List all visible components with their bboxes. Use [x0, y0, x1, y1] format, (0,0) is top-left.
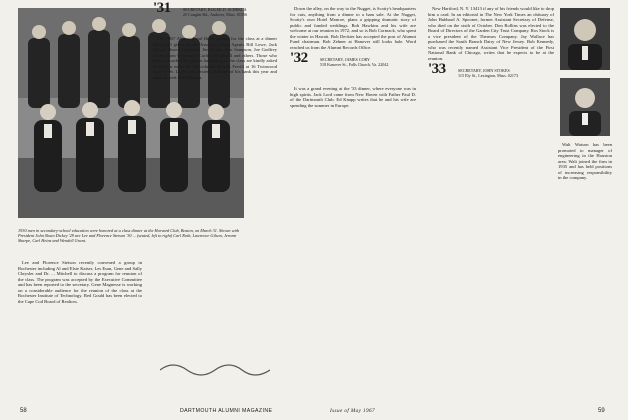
column-1	[18, 260, 142, 304]
secretary-address: 25 Conglin Rd., Andover, Mass. 01556	[183, 12, 248, 17]
column-2	[153, 0, 277, 80]
class-1932-header	[290, 50, 416, 86]
class-year-32: '32	[290, 50, 308, 67]
column-3b-text: It was a grand evening at the '33 dinner, where everyone was in high spirits. Jack Lord came from New Haven with Father Paul D. of the Dartmouth Club. Ed Knapp writes that he and his wife are spending the summer in Europe.	[290, 86, 416, 109]
class-year-33: '33	[428, 61, 446, 78]
column-5	[558, 142, 612, 181]
class-1931-secretary	[183, 7, 277, 17]
right-page-number: 59	[598, 408, 605, 414]
portrait-photo-1	[560, 8, 610, 70]
column-3-text: Down the alley, on the way to the Nugget, is Scotty's headquarters for cuts, anything from a dinner to a ham sale. At the Nugget, Scotty's own Hotel Monroe, plans a gripping dramatic story of public and funded weddings. Bob Hawkins and his wife are welcome at our reunion in 1972, and so is Bob Cormack, who spent the winter in Hawaii. Bob Deckter has accepted the post of Alumni Fund chairman. Bob Zehner at Hanover still looks hale. Word reached us from the Alumni Records Office.	[290, 6, 416, 50]
secretary-address: 518 Kanover St., Falls Church, Va. 22042	[320, 62, 389, 68]
column-3	[290, 6, 416, 109]
column-5-text: Walt Watson has been promoted to manager of engineering in the Houston area. Walt joined the firm in 1935 and has held positions of increasing responsibility in the company.	[558, 142, 612, 181]
class-1931-header	[153, 0, 277, 36]
column-2-text: The 1967 Alumni Fund Drive opened for the class at a dinner March 30 given by the Associate Head Agents Bill Lowe, Jack Dwyer, Bunce Chalmers, Jim Fraser, Ken Sampson, Joe Godfrey (direct from Germany), Carlton Rockwell and others. Those who keep in touch with what is happening in the class are kindly asked to send in news for the column. Brooks Ferrill at 16 Twinwood Lane in St. Louis was elected a Trustee of his bank this year and spent a week in California.	[153, 36, 277, 80]
secretary-address: 115 Ely St., Lexington, Mass. 02173	[458, 73, 519, 79]
column-1-text: Lee and Florence Stetson recently convened a group in Rochester including Al and Elsie Kaiser, Les Esan, Gene and Sally Chrysler and Dr. ... Mitchell to discuss a program for reunion of the class. The program was accepted by the Executive Committee and has been reported to the secretary. Gene Magnesse is working on a considerable audience for the reunion of the class at the Rochester Institute of Technology. Red Gould has been elected to the Cape Cod Board of Realtors.	[18, 260, 142, 304]
portrait-photo-2	[560, 78, 610, 136]
class-year-31: '31	[153, 0, 171, 16]
left-page-title: DARTMOUTH ALUMNI MAGAZINE	[180, 408, 273, 414]
class-1933-header	[428, 61, 554, 97]
photo-caption: 1930 men in secondary-school education were honored at a class dinner at the Harvard Club, Boston, on March 31. Shown with President John Sloan Dickey '29 are Lee and Florence Stetson '30 ... (seated, left to right) Carl Roth, Lawrence Gilson, Jerome Sharpe, Carl Heinz and Wendell Grant.	[18, 228, 239, 244]
column-4	[428, 6, 554, 97]
left-page-number: 58	[20, 408, 27, 414]
secretary-name: SECRETARY, JAMES CORY	[320, 57, 370, 63]
class-1933-secretary	[458, 68, 554, 78]
column-4-text: New Hartford, N. Y. 13413 if any of his friends would like to drop him a card. In an editorial in The New York Times an obituary of John Hubbard A. Spooner, former Assistant Secretary of Defense, who died on the sixth of October. Don Rollins was elected to the Board of Directors of the Garden City Trust Company. Ros Stock is a vice president of the Thermos Company. Jay Wallace has purchased the South Branch Dairy of New Jersey. Bob Kennedy, who was recently named Assistant Vice President of the First National Bank of Chicago, writes that he expects to be at the reunion.	[428, 6, 554, 61]
class-1932-secretary	[320, 57, 416, 67]
decorative-wave-icon	[160, 360, 270, 380]
issue-date: Issue of May 1967	[330, 408, 375, 414]
secretary-name: SECRETARY, JOHN STOKES	[458, 68, 510, 74]
secretary-name: SECRETARY, ROGER D. SCHEKLA	[183, 7, 247, 12]
